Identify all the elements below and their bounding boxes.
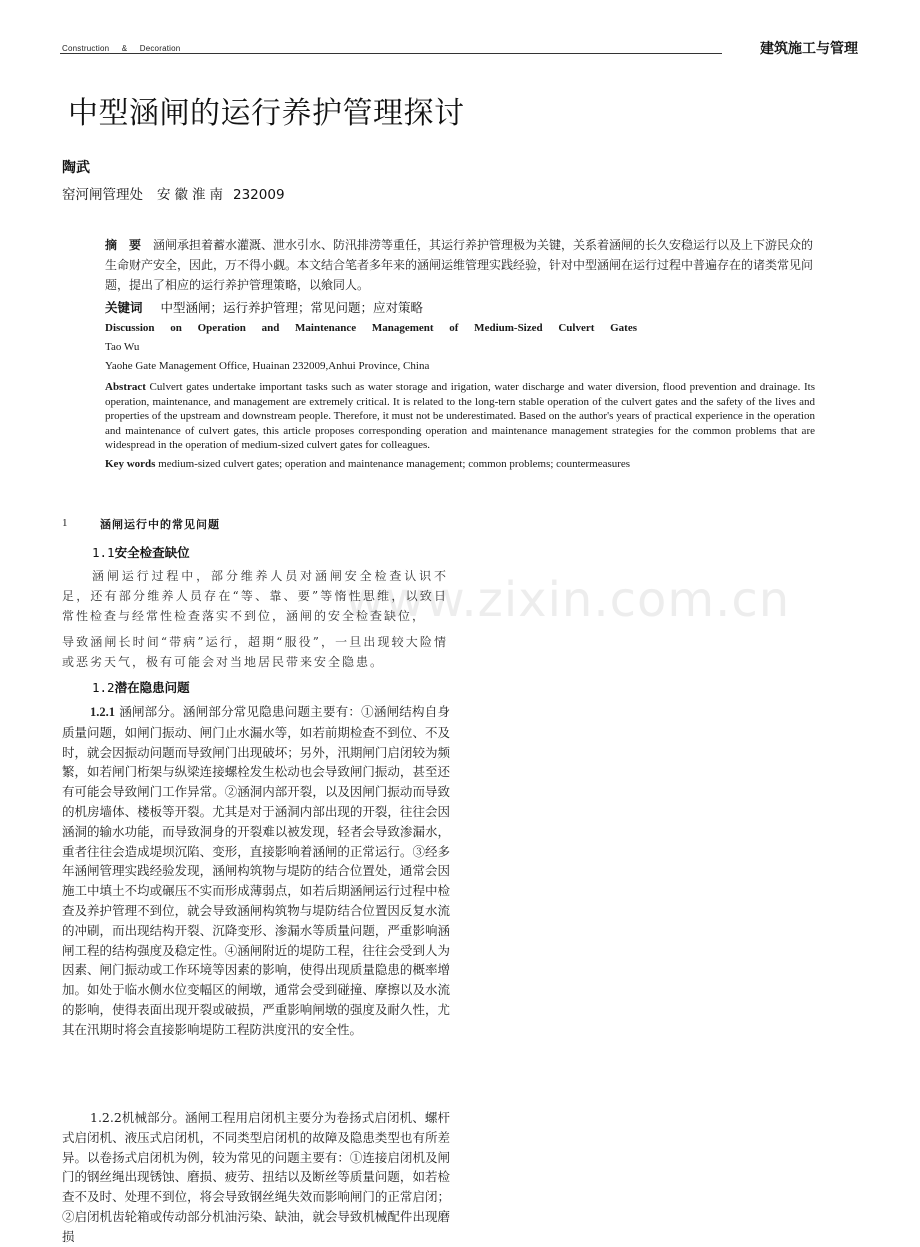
section-1-title: 涵闸运行中的常见问题 [100, 518, 220, 531]
english-keywords-label: Key words [105, 458, 156, 470]
header-word-1: Construction [62, 44, 110, 53]
english-keywords [105, 458, 630, 470]
section-1-2-number: 1.2 [92, 680, 115, 695]
section-1-2-1-text: 涵闸部分。涵闸部分常见隐患问题主要有：①涵闸结构自身质量问题，如闸门振动、闸门止水漏水等，如若前期检查不到位、不及时，就会因振动问题而导致闸门出现破坏；另外，汛期闸门启闭较为频繁，如若闸门桁架与纵梁连接螺栓发生松动也会导致闸门振动，甚至还有可能会导致闸门工作异常。②涵洞内部开裂，以及因闸门振动而导致的机房墙体、楼板等开裂。尤其是对于涵洞内部出现的开裂，往往会因涵洞的输水功能，而导致洞身的开裂难以被发现，轻者会导致渗漏水，重者往往会造成堤坝沉陷、变形，直接影响着涵闸的正常运行。③经多年涵闸管理实践经验发现，涵闸构筑物与堤防的结合位置处，通常会因施工中填土不均或碾压不实而形成薄弱点，如若后期涵闸运行过程中检查及养护管理不到位，就会导致涵闸构筑物与堤防结合位置因反复水流的冲刷，而出现结构开裂、沉降变形、渗漏水等质量问题，严重影响涵闸工程的结构强度及稳定性。④涵闸附近的堤防工程，往往会受到人为因素、闸门振动或工作环境等因素的影响，使得出现质量隐患的概率增加。如处于临水侧水位变幅区的闸墩，通常会受到碰撞、摩擦以及水流的影响，使得表面出现开裂或破损，严重影响闸墩的强度及耐久性，尤其在汛期时将会直接影响堤防工程防洪度汛的安全性。 [62, 704, 450, 1037]
affiliation-place: 安徽淮南 [157, 187, 227, 203]
keywords-cn-text: 中型涵闸；运行养护管理；常见问题；应对策略 [160, 300, 424, 315]
english-abstract-text: Culvert gates undertake important tasks such as water storage and irigation, water discharge and water diversion, flood prevention and drainage. Its operation, maintenance, and management are extremely critical. It is related to the long-tern stable operation of the culvert gates and the safety of the lives and properties of the upstream and downstream people. Therefore, it must not be underestimated. Based on the author's years of practical experience in the operation and maintenance of culvert gates, this article proposes corresponding operation and maintenance management strategies for the common problems that are widespread in the operation of medium-sized culvert gates for colleagues. [105, 381, 815, 452]
section-1-1-paragraph-b: 导致涵闸长时间“带病”运行，超期“服役”，一旦出现较大险情或恶劣天气，极有可能会对当地居民带来安全隐患。 [62, 635, 448, 669]
english-keywords-text: medium-sized culvert gates; operation and maintenance management; common problems; countermeasures [158, 458, 631, 470]
section-1-1-number: 1.1 [92, 545, 115, 560]
journal-name: 建筑施工与管理 [760, 41, 858, 57]
english-author: Tao Wu [105, 341, 140, 353]
section-1-2-title: 潜在隐患问题 [114, 680, 190, 695]
section-1-2-1-paragraph [62, 702, 450, 1040]
running-header-left [62, 44, 190, 53]
affiliation-org: 窑河闸管理处 [62, 187, 143, 203]
section-1-2-1-number: 1.2.1 [90, 705, 115, 719]
keywords-cn-label: 关键词 [105, 300, 143, 315]
english-abstract-label: Abstract [105, 381, 146, 393]
english-affiliation: Yaohe Gate Management Office, Huainan 232009,Anhui Province, China [105, 360, 430, 372]
paper-title: 中型涵闸的运行养护管理探讨 [68, 96, 465, 131]
english-title: Discussion on Operation and Maintenance Management of Medium-Sized Culvert Gates [105, 322, 637, 334]
english-abstract [105, 380, 815, 453]
keywords-cn [105, 298, 423, 316]
header-word-2: & [121, 44, 128, 53]
section-1-1-title: 安全检查缺位 [114, 545, 190, 560]
section-1-2-2-number: 1.2.2 [90, 1110, 122, 1125]
header-rule [60, 53, 722, 54]
watermark: www.zixin.com.cn [345, 572, 791, 628]
section-1-2-heading [92, 678, 190, 696]
abstract-cn-text: 涵闸承担着蓄水灌溉、泄水引水、防汛排涝等重任，其运行养护管理极为关键，关系着涵闸的长久安稳运行以及上下游民众的生命财产安全，因此，万不得小觑。本文结合笔者多年来的涵闸运维管理实践经验，针对中型涵闸在运行过程中普遍存在的诸类常见问题，提出了相应的运行养护管理策略，以飨同人。 [105, 238, 814, 292]
abstract-cn [105, 235, 815, 295]
section-1-1-heading [92, 543, 190, 561]
section-1-1-paragraph-a: 涵闸运行过程中，部分维养人员对涵闸安全检查认识不足，还有部分维养人员存在“等、靠、要”等惰性思维，以致日常性检查与经常性检查落实不到位，涵闸的安全检查缺位， [62, 569, 448, 623]
affiliation-zip: 232009 [233, 187, 285, 203]
section-1-2-2-text: 机械部分。涵闸工程用启闭机主要分为卷扬式启闭机、螺杆式启闭机、液压式启闭机，不同类型启闭机的故障及隐患类型也有所差异。以卷扬式启闭机为例，较为常见的问题主要有：①连接启闭机及闸门的钢丝绳出现锈蚀、磨损、疲劳、扭结以及断丝等质量问题，如若检查不及时、处理不到位，将会导致钢丝绳失效而影响闸门的正常启闭；②启闭机齿轮箱或传动部分机油污染、缺油，就会导致机械配件出现磨损 [62, 1110, 450, 1244]
header-word-3: Decoration [139, 44, 181, 53]
abstract-cn-label: 摘要 [105, 238, 154, 252]
section-1-number: 1 [62, 517, 68, 529]
section-1-2-2-paragraph [62, 1108, 450, 1247]
author-affiliation [62, 183, 285, 203]
author-name: 陶武 [62, 160, 90, 176]
